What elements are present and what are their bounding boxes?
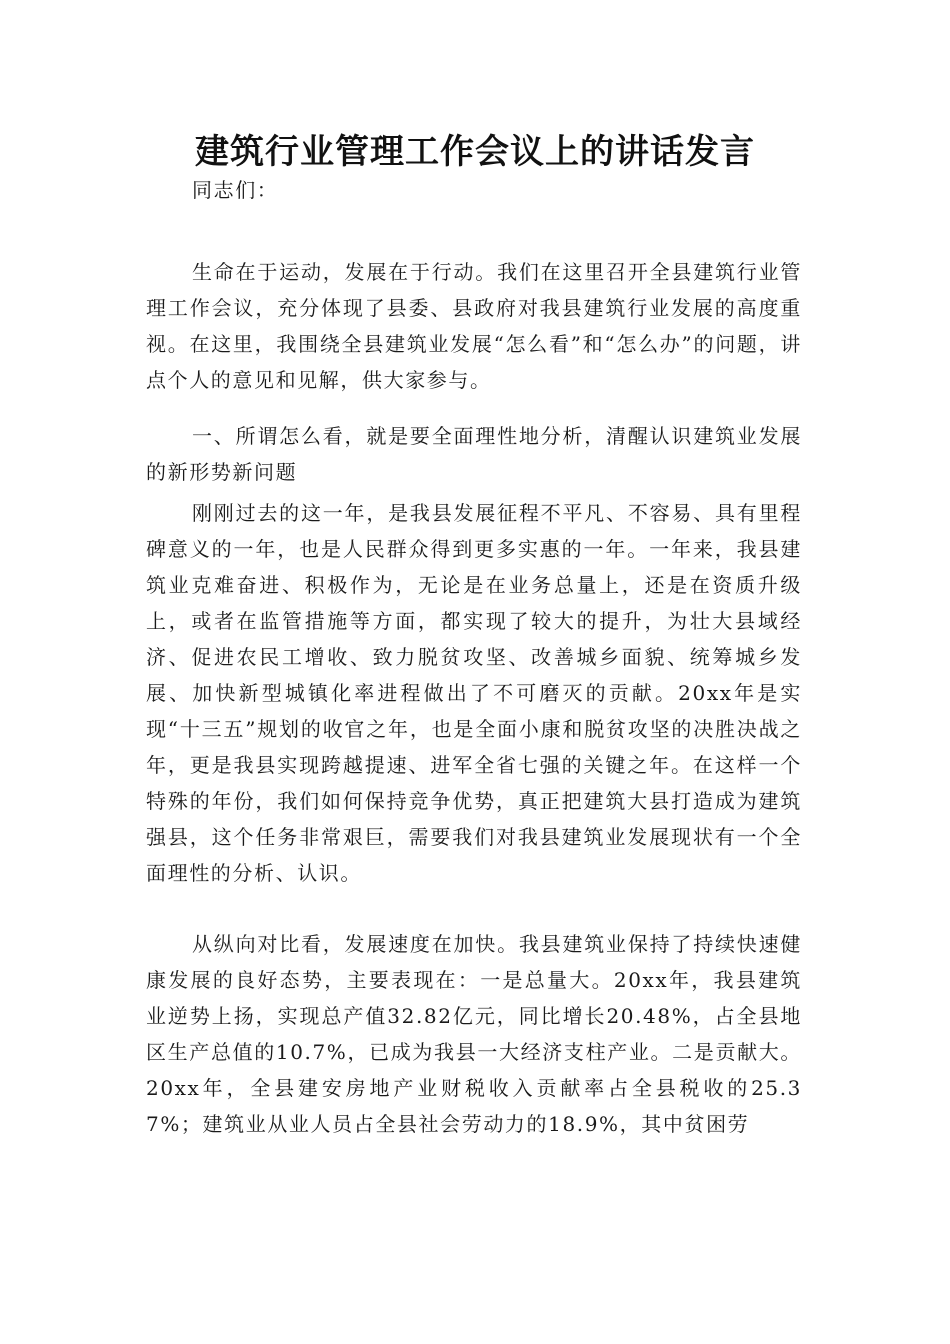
paragraph-intro: 生命在于运动，发展在于行动。我们在这里召开全县建筑行业管理工作会议，充分体现了县委、县政府对我县建筑行业发展的高度重视。在这里，我围绕全县建筑业发展“怎么看”和“怎么办”的问题，讲点个人的意见和见解，供大家参与。 [146, 260, 802, 392]
document-title: 建筑行业管理工作会议上的讲话发言 [195, 132, 755, 172]
paragraph-comparison: 从纵向对比看，发展速度在加快。我县建筑业保持了持续快速健康发展的良好态势，主要表现在：一是总量大。20xx年，我县建筑业逆势上扬，实现总产值32.82亿元，同比增长20.48%，占全县地区生产总值的10.7%，已成为我县一大经济支柱产业。二是贡献大。20xx年，全县建安房地产业财税收入贡献率占全县税收的25.37%；建筑业从业人员占全县社会劳动力的18.9%，其中贫困劳 [146, 932, 802, 1136]
greeting-line: 同志们： [192, 178, 279, 202]
paragraph-review: 刚刚过去的这一年，是我县发展征程不平凡、不容易、具有里程碑意义的一年，也是人民群众得到更多实惠的一年。一年来，我县建筑业克难奋进、积极作为，无论是在业务总量上，还是在资质升级上，或者在监管措施等方面，都实现了较大的提升，为壮大县域经济、促进农民工增收、致力脱贫攻坚、改善城乡面貌、统筹城乡发展、加快新型城镇化率进程做出了不可磨灭的贡献。20xx年是实现“十三五”规划的收官之年，也是全面小康和脱贫攻坚的决胜决战之年，更是我县实现跨越提速、进军全省七强的关键之年。在这样一个特殊的年份，我们如何保持竞争优势，真正把建筑大县打造成为建筑强县，这个任务非常艰巨，需要我们对我县建筑业发展现状有一个全面理性的分析、认识。 [146, 501, 802, 885]
section-heading-1: 一、所谓怎么看，就是要全面理性地分析，清醒认识建筑业发展的新形势新问题 [146, 424, 802, 484]
